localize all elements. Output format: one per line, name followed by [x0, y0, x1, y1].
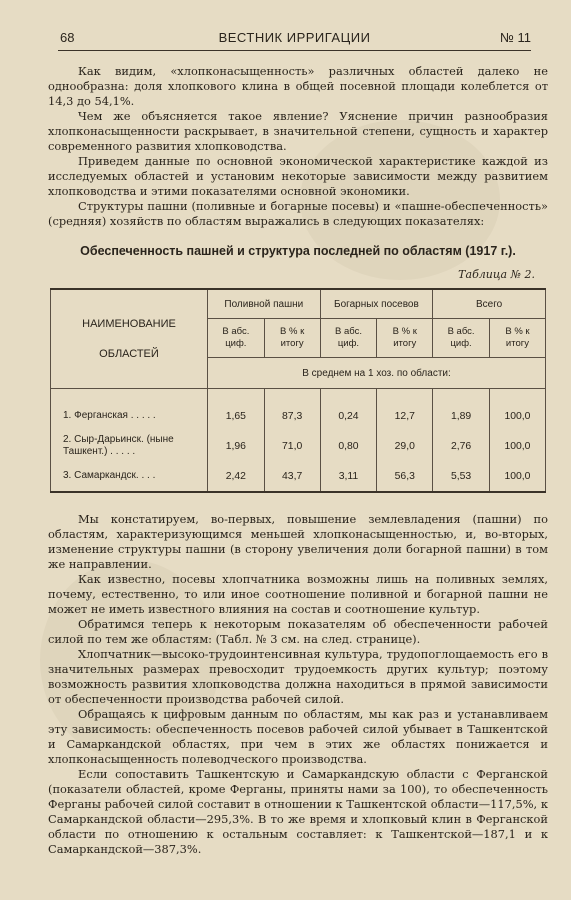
table-cell: 43,7 [264, 461, 320, 492]
row-header-line: ОБЛАСТЕЙ [99, 348, 159, 360]
table-cell: 100,0 [489, 461, 545, 492]
region-name: 2. Сыр-Дарьинск. (ныне Ташкент.) . . . . . [51, 431, 208, 461]
table-cell: 1,96 [208, 431, 265, 461]
table-cell: 1,65 [208, 389, 265, 432]
table-cell: 1,89 [433, 389, 490, 432]
paragraph: Чем же объясняется такое явление? Уяснение причин разнообразия хлопконасыщенности раскрывает, в значительной степени, сущность и характер современного развития хлопководства. [48, 109, 548, 153]
table-cell: 2,76 [433, 431, 490, 461]
table-cell: 29,0 [377, 431, 433, 461]
column-group-header: Богарных посевов [320, 289, 433, 319]
table-note: В среднем на 1 хоз. по области: [208, 358, 546, 389]
header-rule [58, 50, 531, 51]
table-cell: 87,3 [264, 389, 320, 432]
paragraph: Как известно, посевы хлопчатника возможны лишь на поливных землях, почему, естественно, то или иное соотношение поливной и богарной пашни не может не иметь известного влияния на состав и соотношение культур. [48, 572, 548, 616]
journal-title: ВЕСТНИК ИРРИГАЦИИ [218, 30, 371, 45]
body-text-top [48, 64, 548, 229]
region-name: 3. Самаркандск. . . . [51, 461, 208, 492]
table-row [51, 431, 546, 461]
table-cell: 0,80 [320, 431, 377, 461]
body-text-bottom [48, 512, 548, 857]
table-cell: 3,11 [320, 461, 377, 492]
table-cell: 5,53 [433, 461, 490, 492]
table-cell: 100,0 [489, 431, 545, 461]
subcolumn-header: В абс. циф. [433, 319, 490, 358]
data-table [50, 288, 546, 493]
table-cell: 0,24 [320, 389, 377, 432]
subcolumn-header: В % к итогу [264, 319, 320, 358]
paragraph: Хлопчатник—высоко-трудоинтенсивная культура, трудопоглощаемость его в значительных размерах превосходит трудоемкость других культур; поэтому возможность развития хлопководства должна находиться в прямой зависимости от обеспеченности производства рабочей силой. [48, 647, 548, 706]
table-cell: 100,0 [489, 389, 545, 432]
page-number: 68 [60, 30, 75, 45]
column-group-header: Поливной пашни [208, 289, 321, 319]
table-cell: 56,3 [377, 461, 433, 492]
paragraph: Обращаясь к цифровым данным по областям, мы как раз и устанавливаем эту зависимость: обеспеченность посевов рабочей силой убывает в Ташкентской и Самаркандской областях, при чем в этих же областях понижается и хлопконасыщенность полеводческого производства. [48, 707, 548, 766]
table-row [51, 461, 546, 492]
paragraph: Структуры пашни (поливные и богарные посевы) и «пашне-обеспеченность» (средняя) хозяйств по областям выражались в следующих показателях: [48, 199, 548, 228]
running-header [58, 30, 531, 50]
subcolumn-header: В % к итогу [489, 319, 545, 358]
table-cell: 2,42 [208, 461, 265, 492]
table-cell: 71,0 [264, 431, 320, 461]
subcolumn-header: В абс. циф. [208, 319, 265, 358]
subcolumn-header: В % к итогу [377, 319, 433, 358]
column-group-header: Всего [433, 289, 546, 319]
row-header-cell [51, 289, 208, 389]
paragraph: Как видим, «хлопконасыщенность» различных областей далеко не однообразна: доля хлопкового клина в общей посевной площади колеблется от 14,3 до 54,1%. [48, 64, 548, 108]
subcolumn-header: В абс. циф. [320, 319, 377, 358]
paragraph: Если сопоставить Ташкентскую и Самаркандскую области с Ферганской (показатели областей, кроме Ферганы, приняты нами за 100), то обеспеченность Ферганы рабочей силой составит в отношении к Ташкентской области—117,5%, к Самаркандской области—295,3%. В то же время и хлопковый клин в Ферганской области по отношению к остальным составляет: к Ташкентской—187,1 и к Самаркандской—387,3%. [48, 767, 548, 856]
row-header-line: НАИМЕНОВАНИЕ [82, 318, 176, 330]
region-name: 1. Ферганская . . . . . [51, 389, 208, 432]
paragraph: Мы констатируем, во-первых, повышение землевладения (пашни) по областям, характеризующимся меньшей хлопконасыщенностью, и, во-вторых, изменение структуры пашни (в сторону увеличения доли богарной пашни) в том же направлении. [48, 512, 548, 571]
table-row [51, 389, 546, 432]
table-cell: 12,7 [377, 389, 433, 432]
table-caption: Обеспеченность пашней и структура последней по областям (1917 г.). [80, 244, 516, 258]
paragraph: Приведем данные по основной экономической характеристике каждой из исследуемых областей и установим некоторые зависимости между развитием хлопководства и этими показателями основной экономики. [48, 154, 548, 198]
paragraph: Обратимся теперь к некоторым показателям об обеспеченности рабочей силой по тем же областям: (Табл. № 3 см. на след. странице). [48, 617, 548, 646]
table-number: Таблица № 2. [458, 268, 535, 281]
issue-number: № 11 [499, 30, 531, 45]
